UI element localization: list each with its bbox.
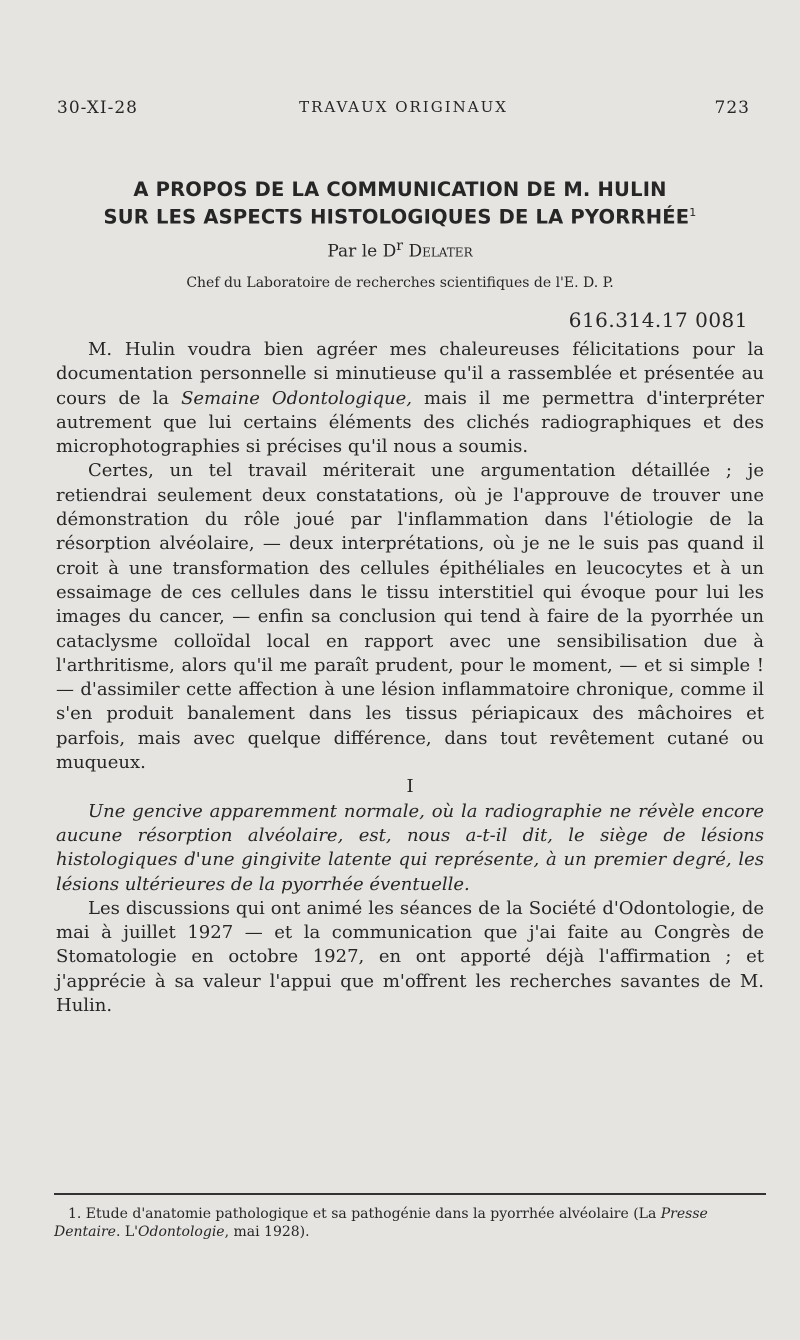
article-title: [40, 178, 760, 229]
header-section: TRAVAUX ORIGINAUX: [299, 98, 508, 116]
footnote-text: [54, 1205, 766, 1241]
author-byline: [0, 238, 800, 262]
author-affiliation: Chef du Laboratoire de recherches scientifiques de l'E. D. P.: [186, 275, 614, 291]
author-name: Delater: [408, 241, 473, 262]
paragraph-3: Une gencive apparemment normale, où la radiographie ne révèle encore aucune résorption alvéolaire, est, nous a-t-il dit, le siège de lésions histologiques d'une gingivite latente qui représente, à un premier degré, les lésions ultérieures de la pyorrhée éventuelle.: [56, 800, 764, 895]
footnote-divider: [54, 1193, 766, 1195]
footnote-part-b: . L': [115, 1224, 139, 1240]
running-head: [57, 98, 750, 126]
title-line-2: [40, 201, 760, 229]
paragraph-4: Les discussions qui ont animé les séances de la Société d'Odontologie, de mai à juillet 1927 — et la communication que j'ai faite au Congrès de Stomatologie en octobre 1927, en ont apporté déjà l'affirmation ; et j'apprécie à sa valeur l'appui que m'offrent les recherches savantes de M. Hulin.: [56, 897, 764, 1017]
paragraph-1-part-b: mais il me permettra d'interpréter autrement que lui certains éléments des clichés radiographiques et des microphotographies si précises qu'il nous a soumis.: [56, 387, 764, 458]
paragraph-2: Certes, un tel travail mériterait une argumentation détaillée ; je retiendrai seulement deux constatations, où je l'approuve de trouver une démonstration du rôle joué par l'inflammation dans l'étiologie de la résorption alvéolaire, — deux interprétations, où je ne le suis pas quand il croit à une transformation des cellules épithéliales en leucocytes et à un essaimage de ces cellules dans le tissu interstitiel qui évoque pour lui les images du cancer, — enfin sa conclusion qui tend à faire de la pyorrhée un cataclysme colloïdal local en rapport avec une sensibilisation due à l'arthritisme, alors qu'il me paraît prudent, pour le moment, — et si simple ! — d'assimiler cette affection à une lésion inflammatoire chronique, comme il s'en produit banalement dans les tissus périapicaux des mâchoires et parfois, mais avec quelque différence, dans tout revêtement cutané ou muqueux.: [56, 460, 764, 774]
header-date: 30-XI-28: [57, 98, 138, 118]
paragraph-1-italic: Semaine Odontologique,: [181, 387, 413, 409]
page-number: 723: [714, 98, 750, 118]
paragraph-1-part-a: M. Hulin voudra bien agréer mes chaleureuses félicitations pour la documentation personnelle si minutieuse qu'il a rassemblée et présentée au cours de la: [56, 339, 764, 409]
footnote-part-a: Etude d'anatomie pathologique et sa pathogénie dans la pyorrhée alvéolaire (La: [81, 1206, 661, 1222]
section-number: I: [406, 776, 414, 798]
byline-sup: r: [396, 238, 404, 254]
footnote-part-c: , mai 1928).: [224, 1224, 310, 1240]
footnote-journal-2: Odontologie: [138, 1224, 225, 1240]
footnote-journal-1: Presse Dentaire: [54, 1206, 708, 1240]
byline-prefix: Par le D: [327, 241, 397, 262]
article-body: [56, 338, 764, 1018]
title-footnote-ref: 1: [689, 206, 697, 219]
paragraph-1: [56, 338, 764, 459]
title-line-2-text: SUR LES ASPECTS HISTOLOGIQUES DE LA PYORRHÉE: [103, 205, 690, 229]
classification-code: 616.314.17 0081: [568, 308, 748, 332]
footnote: [54, 1205, 766, 1241]
footnote-number: 1.: [68, 1206, 82, 1222]
title-line-1: A PROPOS DE LA COMMUNICATION DE M. HULIN: [133, 178, 667, 201]
